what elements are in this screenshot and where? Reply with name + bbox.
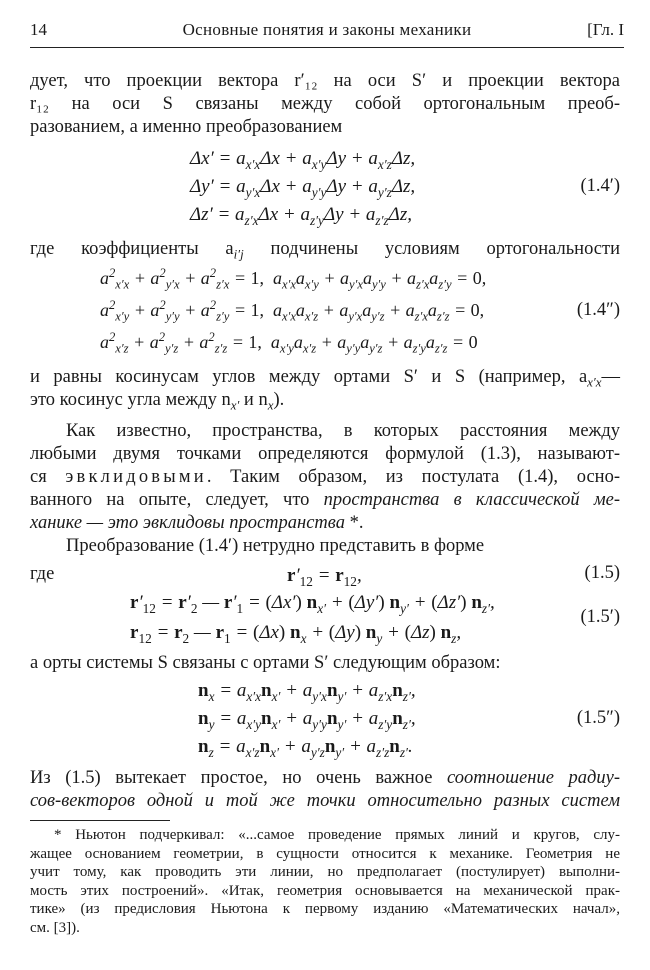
text-line: это косинус угла между $n_{x'}$ и $n_x$). xyxy=(30,390,285,413)
text-line: ханике — это эвклидовы пространства *. xyxy=(30,513,364,533)
equation-number: (1.4′) xyxy=(580,176,620,196)
text-line: сов-векторов одной и той же точки относительно разных систем xyxy=(30,791,620,811)
footnote xyxy=(30,826,620,937)
text-line: любыми двумя точками определяются формулой (1.3), называют- xyxy=(30,444,620,464)
equation-number: (1.5″) xyxy=(576,708,620,728)
equation-number: (1.4″) xyxy=(576,300,620,320)
footnote-line: см. [3]). xyxy=(30,919,80,936)
equation-line: $r_{12} = r_2$ — $r_1 = (\Delta x) n_x + (\Delta y) n_y + (\Delta z)$ $n_z$, xyxy=(130,622,462,646)
footnote-line: жащее основанием геометрии, в сущности относится к механике. Геометрия не xyxy=(30,845,620,862)
equation-line: $n_z = a_{x'z}n_{x'} + a_{y'z}n_{y'} + a_{z'z}n_{z'}$. xyxy=(198,736,413,760)
footnote-line: тике» (из предисловия Ньютона к первому изданию «Математических начал», xyxy=(30,901,620,917)
equation-line: $n_x = a_{x'x}n_{x'} + a_{y'x}n_{y'} + a_{z'x}n_{z'}$, xyxy=(198,680,416,704)
footnote-line: учит тому, как проводить эти линии, но предполагает (постулирует) выполни- xyxy=(30,864,620,880)
footnote-line: * Ньютон подчеркивал: «...самое проведение прямых линий и кругов, слу- xyxy=(54,827,620,843)
equation-line: $r'_{12} = r'_2$ — $r'_1 = (\Delta x') n_{x'} + (\Delta y') n_{y'} + (\Delta z')$ $n_{z'}$, xyxy=(130,592,495,616)
equation-number: (1.5) xyxy=(584,563,620,583)
equation-line: $a^2_{x'z} + a^2_{y'z} + a^2_{z'z} = 1$, $a_{x'y}a_{x'z} + a_{y'y}a_{y'z} + a_{z'y}a_{z'z} = 0$ xyxy=(100,330,478,356)
equation-number: (1.5′) xyxy=(580,607,620,627)
text-line: разованием, а именно преобразованием xyxy=(30,117,343,137)
text-line: ся эвклидовыми. Таким образом, из постулата (1.4), осно- xyxy=(30,467,620,487)
equation-line: $\Delta y' = a_{y'x}\Delta x + a_{y'y}\Delta y + a_{y'z}\Delta z$, xyxy=(190,176,416,200)
page-number: 14 xyxy=(30,20,47,39)
text-line: ванного на опыте, следует, что пространства в классической ме- xyxy=(30,490,620,510)
text-line: и равны косинусам углов между ортами S′ и S (например, $a_{x'x}—$ xyxy=(30,367,620,390)
text-line: r₁₂ на оси S связаны между собой ортогональным преоб- xyxy=(30,94,620,114)
equation-line: $\Delta x' = a_{x'x}\Delta x + a_{x'y}\Delta y + a_{x'z}\Delta z$, xyxy=(190,148,416,172)
text-line: дует, что проекции вектора r′₁₂ на оси S′ и проекции вектора xyxy=(30,71,620,91)
text-line: а орты системы S связаны с ортами S′ следующим образом: xyxy=(30,653,501,673)
text-line: Из (1.5) вытекает простое, но очень важное соотношение радиу- xyxy=(30,768,620,788)
text-line: где xyxy=(30,564,55,584)
text-line: Как известно, пространства, в которых расстояния между xyxy=(66,421,620,441)
footnote-line: мость этих построений». «Итак, геометрия основывается на механической прак- xyxy=(30,882,620,899)
equation-line: $a^2_{x'y} + a^2_{y'y} + a^2_{z'y} = 1$, $a_{x'x}a_{x'z} + a_{y'x}a_{y'z} + a_{z'x}a_{z'z} = 0$, xyxy=(100,298,485,324)
equation-line: $\Delta z' = a_{z'x}\Delta x + a_{z'y}\Delta y + a_{z'z}\Delta z$, xyxy=(190,204,412,228)
footnote-rule xyxy=(30,820,170,821)
running-title: Основные понятия и законы механики xyxy=(182,20,472,39)
equation-line: $r'_{12} = r_{12}$, xyxy=(287,565,362,589)
text-line: где коэффициенты $a_{i'j}$ подчинены условиям ортогональности xyxy=(30,239,620,262)
equation-line: $n_y = a_{x'y}n_{x'} + a_{y'y}n_{y'} + a_{z'y}n_{z'}$, xyxy=(198,708,416,732)
chapter-marker: [Гл. I xyxy=(587,20,624,39)
header-rule xyxy=(30,47,624,48)
text-line: Преобразование (1.4′) нетрудно представить в форме xyxy=(66,536,485,556)
page-header xyxy=(30,20,624,48)
equation-line: $a^2_{x'x} + a^2_{y'x} + a^2_{z'x} = 1$, $a_{x'x}a_{x'y} + a_{y'x}a_{y'y} + a_{z'x}a_{z'y} = 0$, xyxy=(100,266,487,292)
